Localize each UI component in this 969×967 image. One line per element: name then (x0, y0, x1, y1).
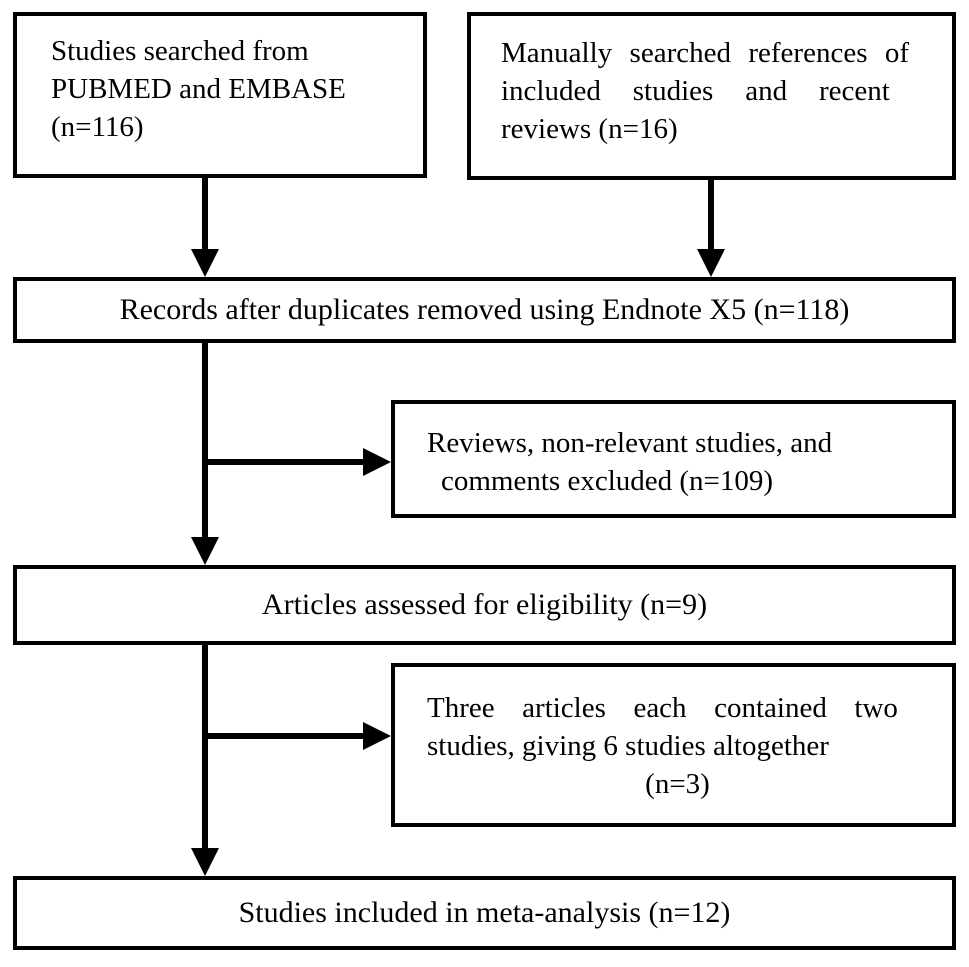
connector-branch-excluded (202, 459, 365, 465)
arrow-right-icon (363, 722, 391, 750)
connector-manual-to-dedup (708, 180, 714, 252)
arrow-right-icon (363, 448, 391, 476)
box-manual-references-line: Manually searched references of (501, 37, 910, 69)
box-articles-two-studies-line: studies, giving 6 studies altogether (427, 730, 829, 762)
connector-dedup-to-eligibility (202, 343, 208, 539)
connector-search-to-dedup (202, 178, 208, 252)
box-included-meta-analysis-text: Studies included in meta-analysis (n=12) (238, 896, 731, 929)
box-records-deduplicated (13, 277, 956, 343)
box-articles-eligibility-text: Articles assessed for eligibility (n=9) (261, 588, 708, 621)
box-manual-references (467, 12, 956, 180)
arrow-down-icon (191, 249, 219, 277)
box-articles-two-studies-line: Three articles each contained two (427, 692, 898, 724)
box-articles-two-studies-line: (n=3) (645, 768, 710, 800)
box-manual-references-line: reviews (n=16) (501, 113, 678, 145)
box-studies-searched-line: (n=116) (51, 111, 144, 143)
box-studies-searched (13, 12, 427, 178)
arrow-down-icon (697, 249, 725, 277)
box-articles-eligibility (13, 565, 956, 645)
box-included-meta-analysis (13, 876, 956, 950)
connector-branch-twostudies (202, 733, 365, 739)
box-records-excluded (391, 400, 956, 518)
box-records-excluded-line: Reviews, non-relevant studies, and (427, 427, 833, 459)
box-studies-searched-line: Studies searched from (51, 35, 309, 67)
arrow-down-icon (191, 537, 219, 565)
box-articles-two-studies (391, 663, 956, 827)
box-studies-searched-line: PUBMED and EMBASE (51, 73, 346, 105)
box-records-deduplicated-text: Records after duplicates removed using Endnote X5 (n=118) (119, 293, 850, 326)
connector-eligibility-to-included (202, 645, 208, 848)
box-records-excluded-line: comments excluded (n=109) (441, 465, 774, 497)
arrow-down-icon (191, 848, 219, 876)
box-manual-references-line: included studies and recent (501, 75, 890, 107)
